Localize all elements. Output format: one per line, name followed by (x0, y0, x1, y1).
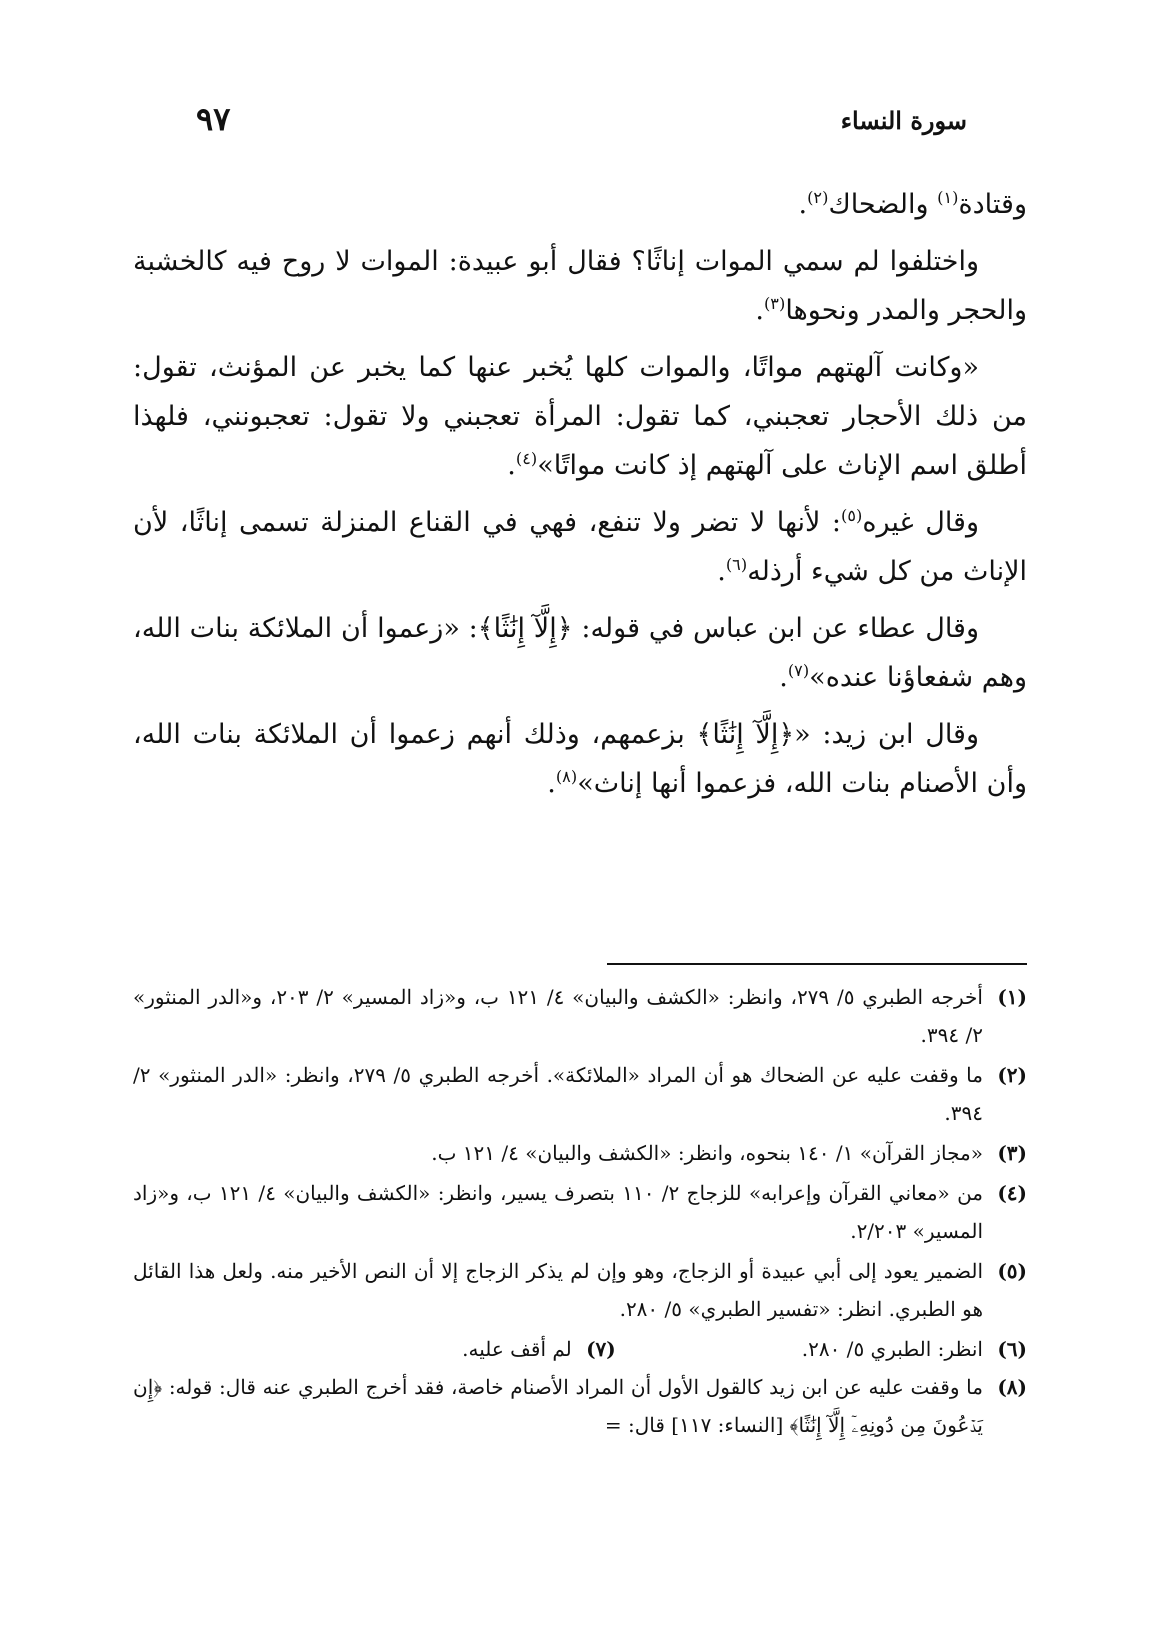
footnote-8: (٨) ما وقفت عليه عن ابن زيد كالقول الأول أن المراد الأصنام خاصة، فقد أخرج الطبري عنه قال: قوله: ﴿إِن يَدۡعُونَ مِن دُونِهِۦٓ إِلَّآ إِنَٰثًا﴾ [النساء: ١١٧] قال: = (133, 1375, 1027, 1437)
footnote-2: (٢) ما وقفت عليه عن الضحاك هو أن المراد «الملائكة». أخرجه الطبري ٥/ ٢٧٩، وانظر: «الدر المنثور» ٢/ ٣٩٤. (133, 1063, 1027, 1125)
footnote-ref: (١) (937, 188, 959, 207)
footnote-ref: (٣) (763, 294, 786, 313)
footnote-3: (٣) «مجاز القرآن» ١/ ١٤٠ بنحوه، وانظر: «الكشف والبيان» ٤/ ١٢١ ب. (431, 1141, 1027, 1165)
footnote-ref: (٤) (515, 449, 538, 468)
footnotes (133, 978, 1027, 1446)
footnote-divider (607, 963, 1027, 965)
page-header (196, 100, 967, 150)
running-title: سورة النساء (840, 106, 967, 135)
footnote-ref: (٢) (807, 188, 829, 207)
paragraph-3: «وكانت آلهتهم مواتًا، والموات كلها يُخبر عنها كما يخبر عن المؤنث، تقول: من ذلك الأحجار تعجبني، كما تقول: المرأة تعجبني ولا تقول: تعجبونني، فلهذا أطلق اسم الإناث على آلهتهم إذ كانت مواتًا»$^{(٤)}$. (133, 352, 1027, 481)
paragraph-1: وقتادة$^{(١)}$ والضحاك$^{(٢)}$. (798, 188, 1027, 220)
paragraph-6: وقال ابن زيد: «﴿إِلَّآ إِنَٰثًا﴾ بزعمهم، وذلك أنهم زعموا أن الملائكة بنات الله، وأن الأصنام بنات الله، فزعموا أنها إناث»$^{(٨)}$. (133, 719, 1027, 799)
page-number: ٩٧ (196, 100, 231, 138)
main-text (133, 180, 1027, 816)
paragraph-2: واختلفوا لم سمي الموات إناثًا؟ فقال أبو عبيدة: الموات لا روح فيه كالخشبة والحجر والمدر ونحوها$^{(٣)}$. (133, 246, 1027, 326)
footnote-ref: (٦) (725, 555, 748, 574)
paragraph-4: وقال غيره$^{(٥)}$: لأنها لا تضر ولا تنفع، فهي في القناع المنزلة تسمى إناثًا، لأن الإناث من كل شيء أرذله$^{(٦)}$. (133, 506, 1027, 587)
footnote-ref: (٨) (555, 767, 578, 786)
footnote-ref: (٧) (787, 661, 810, 680)
paragraph-5: وقال عطاء عن ابن عباس في قوله: ﴿إِلَّآ إِنَٰثًا﴾: «زعموا أن الملائكة بنات الله، وهم شفعاؤنا عنده»$^{(٧)}$. (133, 613, 1027, 693)
footnote-6: (٦) انظر: الطبري ٥/ ٢٨٠. (801, 1337, 1027, 1361)
footnote-5: (٥) الضمير يعود إلى أبي عبيدة أو الزجاج، وهو وإن لم يذكر الزجاج إلا أن النص الأخير منه. ولعل هذا القائل هو الطبري. انظر: «تفسير الطبري» ٥/ ٢٨٠. (133, 1259, 1027, 1321)
footnote-row-6-7 (133, 1330, 1027, 1368)
footnote-1: (١) أخرجه الطبري ٥/ ٢٧٩، وانظر: «الكشف والبيان» ٤/ ١٢١ ب، و«زاد المسير» ٢/ ٢٠٣، و«الدر المنثور» ٢/ ٣٩٤. (133, 985, 1027, 1047)
footnote-4: (٤) من «معاني القرآن وإعرابه» للزجاج ٢/ ١١٠ بتصرف يسير، وانظر: «الكشف والبيان» ٤/ ١٢١ ب، و«زاد المسير» ٢/٢٠٣. (133, 1181, 1027, 1243)
footnote-7: (٧) لم أقف عليه. (462, 1337, 616, 1361)
footnote-ref: (٥) (841, 506, 863, 525)
